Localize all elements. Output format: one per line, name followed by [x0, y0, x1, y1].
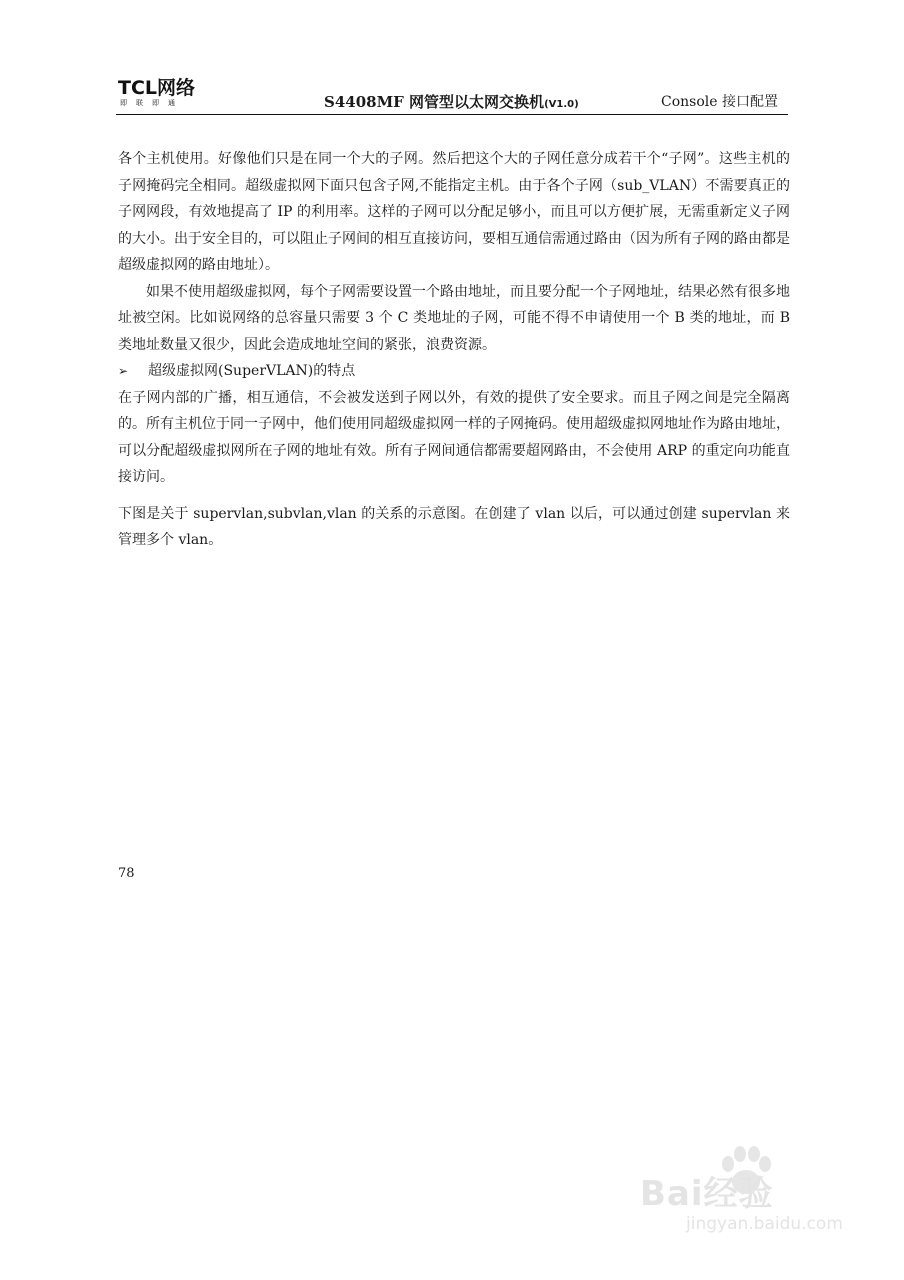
header-divider [116, 114, 788, 115]
watermark-brand: Bai经验 [640, 1174, 774, 1214]
document-title [324, 91, 579, 112]
paragraph-diagram-intro: 下图是关于 supervlan,subvlan,vlan 的关系的示意图。在创建了 vlan 以后，可以通过创建 supervlan 来管理多个 vlan。 [118, 505, 790, 548]
arrow-bullet-icon: ➢ [118, 364, 129, 378]
bullet-heading-features [118, 358, 790, 385]
bullet-heading-text: 超级虚拟网(SuperVLAN)的特点 [148, 363, 356, 379]
logo-subtext: 即联即通 [120, 99, 184, 107]
paragraph-supervlan-intro: 各个主机使用。好像他们只是在同一个大的子网。然后把这个大的子网任意分成若干个“子网”。这些主机的子网掩码完全相同。超级虚拟网下面只包含子网,不能指定主机。由于各个子网（sub_VLAN）不需要真正的子网网段，有效地提高了 IP 的利用率。这样的子网可以分配足够小，而且可以方便扩展，无需重新定义子网的大小。出于安全目的，可以阻止子网间的相互直接访问，要相互通信需通过路由（因为所有子网的路由都是超级虚拟网的路由地址）。 [118, 151, 790, 273]
baidu-jingyan-watermark [640, 1148, 843, 1248]
page-number: 78 [118, 866, 135, 881]
section-title: Console 接口配置 [661, 94, 778, 110]
watermark-url: jingyan.baidu.com [686, 1214, 843, 1234]
paragraph-features: 在子网内部的广播，相互通信，不会被发送到子网以外，有效的提供了安全要求。而且子网之间是完全隔离的。所有主机位于同一子网中，他们使用同超级虚拟网一样的子网掩码。使用超级虚拟网地址作为路由地址，可以分配超级虚拟网所在子网的地址有效。所有子网间通信都需要超网路由，不会使用 ARP 的重定向功能直接访问。 [118, 389, 790, 485]
product-title: S4408MF 网管型以太网交换机 [324, 93, 545, 111]
logo-text: TCL网络 [118, 77, 196, 99]
version-label: (V1.0) [544, 99, 579, 110]
paragraph-without-supervlan: 如果不使用超级虚拟网，每个子网需要设置一个路由地址，而且要分配一个子网地址，结果必然有很多地址被空闲。比如说网络的总容量只需要 3 个 C 类地址的子网，可能不得不申请使用一个 B 类的地址，而 B 类地址数量又很少，因此会造成地址空间的紧张，浪费资源。 [118, 283, 790, 353]
tcl-logo [118, 78, 218, 108]
page-content [118, 146, 790, 554]
